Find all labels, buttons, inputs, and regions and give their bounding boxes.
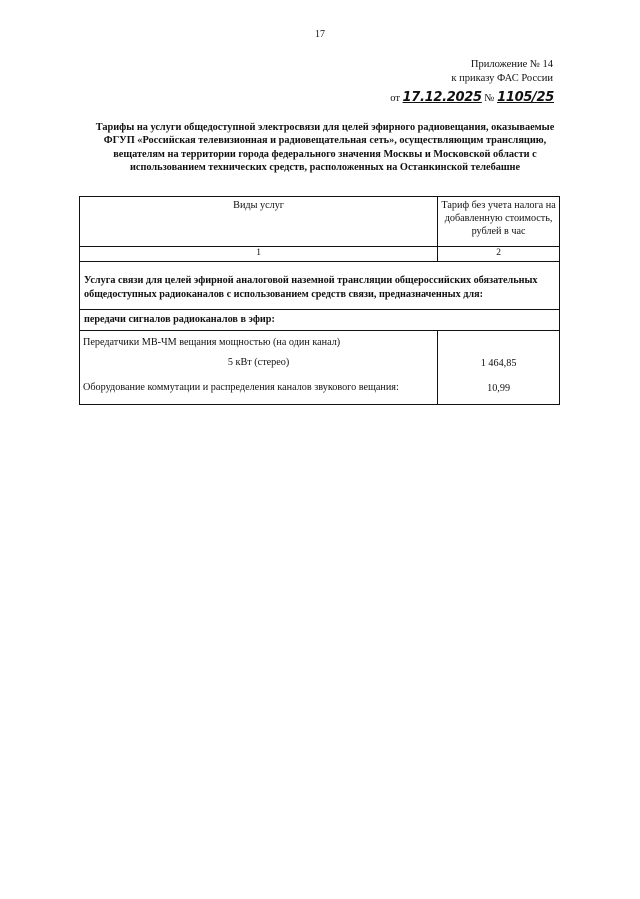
appendix-order-ref: к приказу ФАС России: [451, 73, 553, 84]
service-switching-equipment: Оборудование коммутации и распределения каналов звукового вещания:: [83, 382, 399, 393]
section-row: [80, 262, 560, 310]
subsection-row: [80, 310, 560, 331]
service-transmitters: Передатчики МВ-ЧМ вещания мощностью (на один канал): [83, 337, 341, 348]
tariff-table: [79, 196, 560, 405]
column-number-1: 1: [80, 247, 438, 262]
section-heading: Услуга связи для целей эфирной аналоговой наземной трансляции общероссийских обязательных общедоступных радиоканалов с использованием средств связи, предназначенных для:: [80, 262, 560, 310]
page-number: 17: [315, 29, 325, 40]
header-service-types: Виды услуг: [80, 197, 438, 247]
order-number: 1105/25: [497, 90, 554, 105]
document-title: Тарифы на услуги общедоступной электросвязи для целей эфирного радиовещания, оказываемые ФГУП «Российская телевизионная и радиовещательная сеть», осуществляющим трансляцию, вещателям на территории города федерального значения Москвы и Московской области с использованием технических средств, расположенных на Останкинской телебашне: [95, 122, 555, 173]
table-header-row: [80, 197, 560, 247]
tariff-values-cell: [438, 331, 560, 405]
date-prefix: от: [390, 93, 400, 104]
appendix-number: Приложение № 14: [470, 59, 553, 70]
order-date: 17.12.2025: [402, 90, 482, 105]
tariff-switching-equipment: 10,99: [487, 383, 511, 394]
subsection-heading: передачи сигналов радиоканалов в эфир:: [80, 310, 560, 331]
service-items-cell: [80, 331, 438, 405]
number-prefix: №: [484, 93, 495, 104]
order-date-number: [390, 90, 554, 105]
appendix-header: [451, 58, 553, 86]
column-number-row: [80, 247, 560, 262]
service-transmitter-power: 5 кВт (стерео): [227, 357, 290, 368]
column-number-2: 2: [438, 247, 560, 262]
header-tariff: Тариф без учета налога на добавленную стоимость, рублей в час: [438, 197, 560, 247]
table-row: [80, 331, 560, 405]
tariff-transmitters: 1 464,85: [480, 358, 517, 369]
